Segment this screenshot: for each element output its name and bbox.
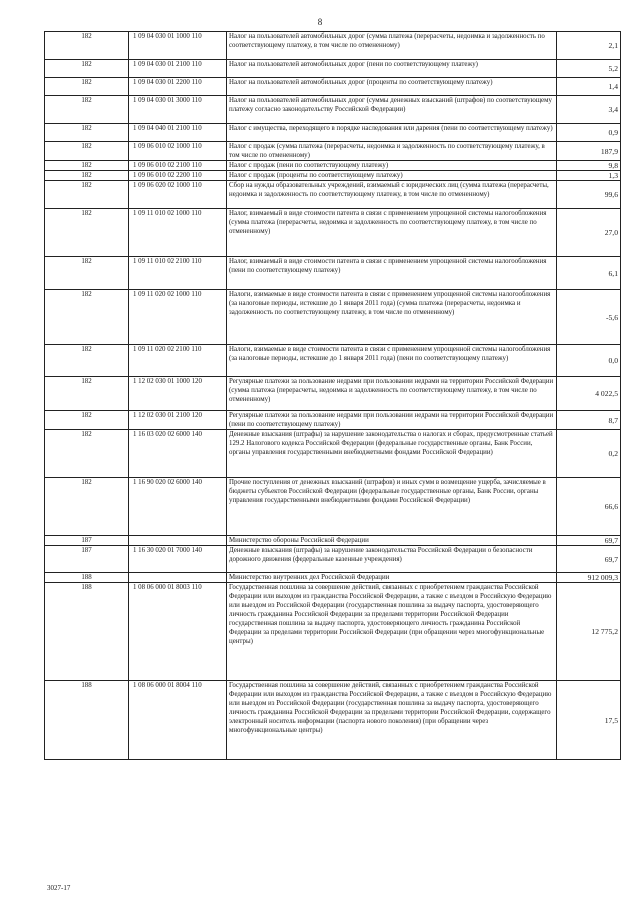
revenue-name-cell: Налоги, взимаемые в виде стоимости патента в связи с применением упрощенной системы налогообложения (за налоговые периоды, истекшие до 1 января 2011 года) (пени по соответствующему платежу) (227, 345, 557, 377)
amount-cell: 912 009,3 (557, 573, 621, 583)
budget-code-cell: 1 09 06 010 02 2200 110 (129, 171, 227, 181)
revenue-name-cell: Налог, взимаемый в виде стоимости патента в связи с применением упрощенной системы налогообложения (сумма платежа (перерасчеты, недоимка и задолженность по соответствующему платежу, в том числе по отмененному) (227, 209, 557, 257)
revenue-name-cell: Регулярные платежи за пользование недрами при пользовании недрами на территории Российской Федерации (сумма платежа (перерасчеты, недоимка и задолженность по соответствующему платежу, в том числе по отмененному) (227, 377, 557, 411)
table-row (45, 345, 621, 377)
budget-code-cell: 1 12 02 030 01 1000 120 (129, 377, 227, 411)
revenue-name-cell: Регулярные платежи за пользование недрами при пользовании недрами на территории Российской Федерации (пени по соответствующему платежу) (227, 411, 557, 430)
admin-code-cell: 182 (45, 290, 129, 345)
revenue-name-cell: Налог с продаж (проценты по соответствующему платежу) (227, 171, 557, 181)
amount-cell: 66,6 (557, 478, 621, 536)
table-row (45, 161, 621, 171)
amount-cell: 1,3 (557, 171, 621, 181)
budget-code-cell: 1 09 06 020 02 1000 110 (129, 181, 227, 209)
budget-code-cell: 1 08 06 000 01 8003 110 (129, 583, 227, 681)
budget-code-cell: 1 09 06 010 02 1000 110 (129, 142, 227, 161)
revenue-name-cell: Министерство обороны Российской Федерации (227, 536, 557, 546)
admin-code-cell: 188 (45, 681, 129, 760)
revenue-name-cell: Налог с продаж (пени по соответствующему платежу) (227, 161, 557, 171)
table-row (45, 257, 621, 290)
budget-code-cell: 1 09 04 030 01 3000 110 (129, 96, 227, 124)
amount-cell: 3,4 (557, 96, 621, 124)
table-row (45, 124, 621, 142)
revenue-name-cell: Государственная пошлина за совершение действий, связанных с приобретением гражданства Российской Федерации или выходом из гражданства Российской Федерации, а также с въездом в Российскую Федерацию или выездом из Российской Федерации (государственная пошлина за выдачу паспорта, удостоверяющего личность гражданина Российской Федерации за пределами территории Российской Федерации, содержащего электронный носитель информации (паспорта нового поколения) (при обращении через многофункциональные центры) (227, 681, 557, 760)
table-row (45, 32, 621, 60)
admin-code-cell: 182 (45, 78, 129, 96)
admin-code-cell: 182 (45, 411, 129, 430)
amount-cell: 69,7 (557, 536, 621, 546)
admin-code-cell: 182 (45, 345, 129, 377)
amount-cell: 1,4 (557, 78, 621, 96)
table-row (45, 209, 621, 257)
budget-code-cell (129, 573, 227, 583)
amount-cell: 187,9 (557, 142, 621, 161)
table-row (45, 546, 621, 573)
revenue-name-cell: Налоги, взимаемые в виде стоимости патента в связи с применением упрощенной системы налогообложения (за налоговые периоды, истекшие до 1 января 2011 года) (сумма платежа (перерасчеты, недоимка и задолженность по соответствующему платежу, в том числе по отмененному) (227, 290, 557, 345)
table-row (45, 573, 621, 583)
footer-code: 3027-17 (47, 884, 71, 892)
admin-code-cell: 182 (45, 142, 129, 161)
table-row (45, 60, 621, 78)
table-row (45, 411, 621, 430)
admin-code-cell: 182 (45, 171, 129, 181)
table-row (45, 681, 621, 760)
admin-code-cell: 182 (45, 60, 129, 78)
admin-code-cell: 182 (45, 32, 129, 60)
admin-code-cell: 182 (45, 161, 129, 171)
amount-cell: 9,8 (557, 161, 621, 171)
revenue-name-cell: Налог с имущества, переходящего в порядке наследования или дарения (пени по соответствующему платежу) (227, 124, 557, 142)
admin-code-cell: 188 (45, 583, 129, 681)
budget-code-cell: 1 09 11 020 02 2100 110 (129, 345, 227, 377)
revenue-name-cell: Сбор на нужды образовательных учреждений, взимаемый с юридических лиц (сумма платежа (перерасчеты, недоимка и задолженность по соответствующему платежу, в том числе по отмененному) (227, 181, 557, 209)
amount-cell: 4 022,5 (557, 377, 621, 411)
table-body (45, 32, 621, 760)
budget-code-cell: 1 16 90 020 02 6000 140 (129, 478, 227, 536)
budget-code-cell: 1 09 11 020 02 1000 110 (129, 290, 227, 345)
budget-code-cell: 1 09 04 030 01 1000 110 (129, 32, 227, 60)
revenue-name-cell: Налог на пользователей автомобильных дорог (сумма платежа (перерасчеты, недоимка и задолженность по соответствующему платежу, в том числе по отмененному) (227, 32, 557, 60)
admin-code-cell: 187 (45, 546, 129, 573)
amount-cell: 0,9 (557, 124, 621, 142)
budget-code-cell: 1 09 04 040 01 2100 110 (129, 124, 227, 142)
table-row (45, 583, 621, 681)
admin-code-cell: 182 (45, 209, 129, 257)
revenue-name-cell: Налог на пользователей автомобильных дорог (суммы денежных взысканий (штрафов) по соответствующему платежу согласно законодательству Российской Федерации) (227, 96, 557, 124)
amount-cell: 12 775,2 (557, 583, 621, 681)
budget-code-cell: 1 09 04 030 01 2100 110 (129, 60, 227, 78)
budget-code-cell: 1 08 06 000 01 8004 110 (129, 681, 227, 760)
table-row (45, 171, 621, 181)
budget-revenue-table (44, 31, 621, 760)
admin-code-cell: 182 (45, 430, 129, 478)
revenue-name-cell: Денежные взыскания (штрафы) за нарушение законодательства о налогах и сборах, предусмотренные статьей 129.2 Налогового кодекса Российской Федерации (федеральные государственные органы, Банк России, органы управления государственными внебюджетными фондами Российской Федерации) (227, 430, 557, 478)
budget-code-cell: 1 09 11 010 02 1000 110 (129, 209, 227, 257)
table-row (45, 377, 621, 411)
budget-code-cell: 1 09 11 010 02 2100 110 (129, 257, 227, 290)
amount-cell: 0,2 (557, 430, 621, 478)
amount-cell: 5,2 (557, 60, 621, 78)
revenue-name-cell: Государственная пошлина за совершение действий, связанных с приобретением гражданства Российской Федерации или выходом из гражданства Российской Федерации, а также с въездом в Российскую Федерацию или выездом из Российской Федерации (государственная пошлина за выдачу паспорта, удостоверяющего личность гражданина Российской Федерации за пределами территории Российской Федерации государственная пошлина за выдачу паспорта, удостоверяющего личность гражданина Российской Федерации за пределами территории Российской Федерации (при обращении через многофункциональные центры) (227, 583, 557, 681)
budget-code-cell (129, 536, 227, 546)
amount-cell: 69,7 (557, 546, 621, 573)
admin-code-cell: 182 (45, 377, 129, 411)
table-row (45, 142, 621, 161)
admin-code-cell: 182 (45, 478, 129, 536)
revenue-name-cell: Налог на пользователей автомобильных дорог (пени по соответствующему платежу) (227, 60, 557, 78)
amount-cell: -5,6 (557, 290, 621, 345)
amount-cell: 8,7 (557, 411, 621, 430)
amount-cell: 6,1 (557, 257, 621, 290)
admin-code-cell: 182 (45, 124, 129, 142)
revenue-name-cell: Денежные взыскания (штрафы) за нарушение законодательства Российской Федерации о безопасности дорожного движения (федеральные казенные учреждения) (227, 546, 557, 573)
admin-code-cell: 188 (45, 573, 129, 583)
admin-code-cell: 182 (45, 257, 129, 290)
amount-cell: 17,5 (557, 681, 621, 760)
budget-code-cell: 1 12 02 030 01 2100 120 (129, 411, 227, 430)
table-row (45, 536, 621, 546)
budget-code-cell: 1 16 30 020 01 7000 140 (129, 546, 227, 573)
budget-code-cell: 1 09 06 010 02 2100 110 (129, 161, 227, 171)
table-row (45, 78, 621, 96)
admin-code-cell: 182 (45, 96, 129, 124)
amount-cell: 2,1 (557, 32, 621, 60)
budget-code-cell: 1 09 04 030 01 2200 110 (129, 78, 227, 96)
table-row (45, 478, 621, 536)
table-row (45, 181, 621, 209)
amount-cell: 0,0 (557, 345, 621, 377)
revenue-name-cell: Налог, взимаемый в виде стоимости патента в связи с применением упрощенной системы налогообложения (пени по соответствующему платежу) (227, 257, 557, 290)
revenue-name-cell: Министерство внутренних дел Российской Федерации (227, 573, 557, 583)
page-number: 8 (317, 17, 323, 27)
admin-code-cell: 187 (45, 536, 129, 546)
table-row (45, 96, 621, 124)
revenue-name-cell: Налог на пользователей автомобильных дорог (проценты по соответствующему платежу) (227, 78, 557, 96)
table-row (45, 290, 621, 345)
revenue-name-cell: Прочие поступления от денежных взысканий (штрафов) и иных сумм в возмещение ущерба, зачисляемые в бюджеты субъектов Российской Федерации (федеральные государственные органы, Банк России, органы управления государственными внебюджетными фондами Российской Федерации) (227, 478, 557, 536)
revenue-name-cell: Налог с продаж (сумма платежа (перерасчеты, недоимка и задолженность по соответствующему платежу, в том числе по отмененному) (227, 142, 557, 161)
budget-code-cell: 1 16 03 020 02 6000 140 (129, 430, 227, 478)
table-row (45, 430, 621, 478)
amount-cell: 27,0 (557, 209, 621, 257)
admin-code-cell: 182 (45, 181, 129, 209)
amount-cell: 99,6 (557, 181, 621, 209)
